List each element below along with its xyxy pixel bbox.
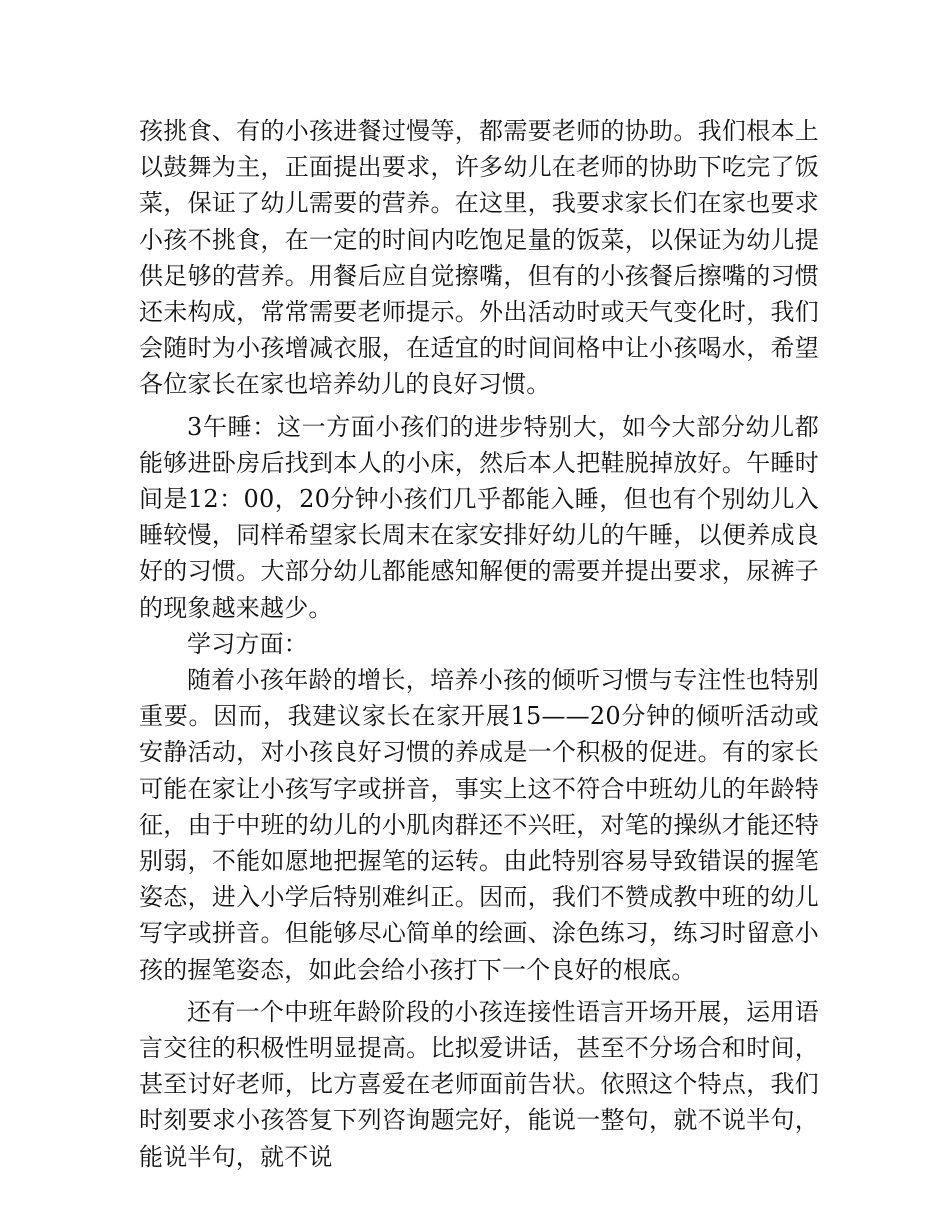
paragraph-nap: 3午睡：这一方面小孩们的进步特别大，如今大部分幼儿都能够进卧房后找到本人的小床，然后本人把鞋脱掉放好。午睡时间是12：00，20分钟小孩们几乎都能入睡，但也有个别幼儿入睡较慢，同样希望家长周末在家安排好幼儿的午睡，以便养成良好的习惯。大部分幼儿都能感知解便的需要并提出要求，尿裤子的现象越来越少。	[139, 412, 819, 622]
paragraph-learning-heading: 学习方面：	[187, 629, 308, 658]
paragraph-listening-habits: 随着小孩年龄的增长，培养小孩的倾听习惯与专注性也特别重要。因而，我建议家长在家开展15——20分钟的倾听活动或安静活动，对小孩良好习惯的养成是一个积极的促进。有的家长可能在家让小孩写字或拼音，事实上这不符合中班幼儿的年龄特征，由于中班的幼儿的小肌肉群还不兴旺，对笔的操纵才能还特别弱，不能如愿地把握笔的运转。由此特别容易导致错误的握笔姿态，进入小学后特别难纠正。因而，我们不赞成教中班的幼儿写字或拼音。但能够尽心简单的绘画、涂色练习，练习时留意小孩的握笔姿态，如此会给小孩打下一个良好的根底。	[139, 666, 819, 984]
paragraph-language-development: 还有一个中班年龄阶段的小孩连接性语言开场开展，运用语言交往的积极性明显提高。比拟爱讲话，甚至不分场合和时间，甚至讨好老师，比方喜爱在老师面前告状。依照这个特点，我们时刻要求小孩答复下列咨询题完好，能说一整句，就不说半句，能说半句，就不说	[139, 997, 819, 1171]
paragraph-meals-continued: 孩挑食、有的小孩进餐过慢等，都需要老师的协助。我们根本上以鼓舞为主，正面提出要求，许多幼儿在老师的协助下吃完了饭菜，保证了幼儿需要的营养。在这里，我要求家长们在家也要求小孩不挑食，在一定的时间内吃饱足量的饭菜，以保证为幼儿提供足够的营养。用餐后应自觉擦嘴，但有的小孩餐后擦嘴的习惯还未构成，常常需要老师提示。外出活动时或天气变化时，我们会随时为小孩增减衣服，在适宜的时间间格中让小孩喝水，希望各位家长在家也培养幼儿的良好习惯。	[139, 117, 819, 399]
document-body	[139, 113, 819, 1175]
